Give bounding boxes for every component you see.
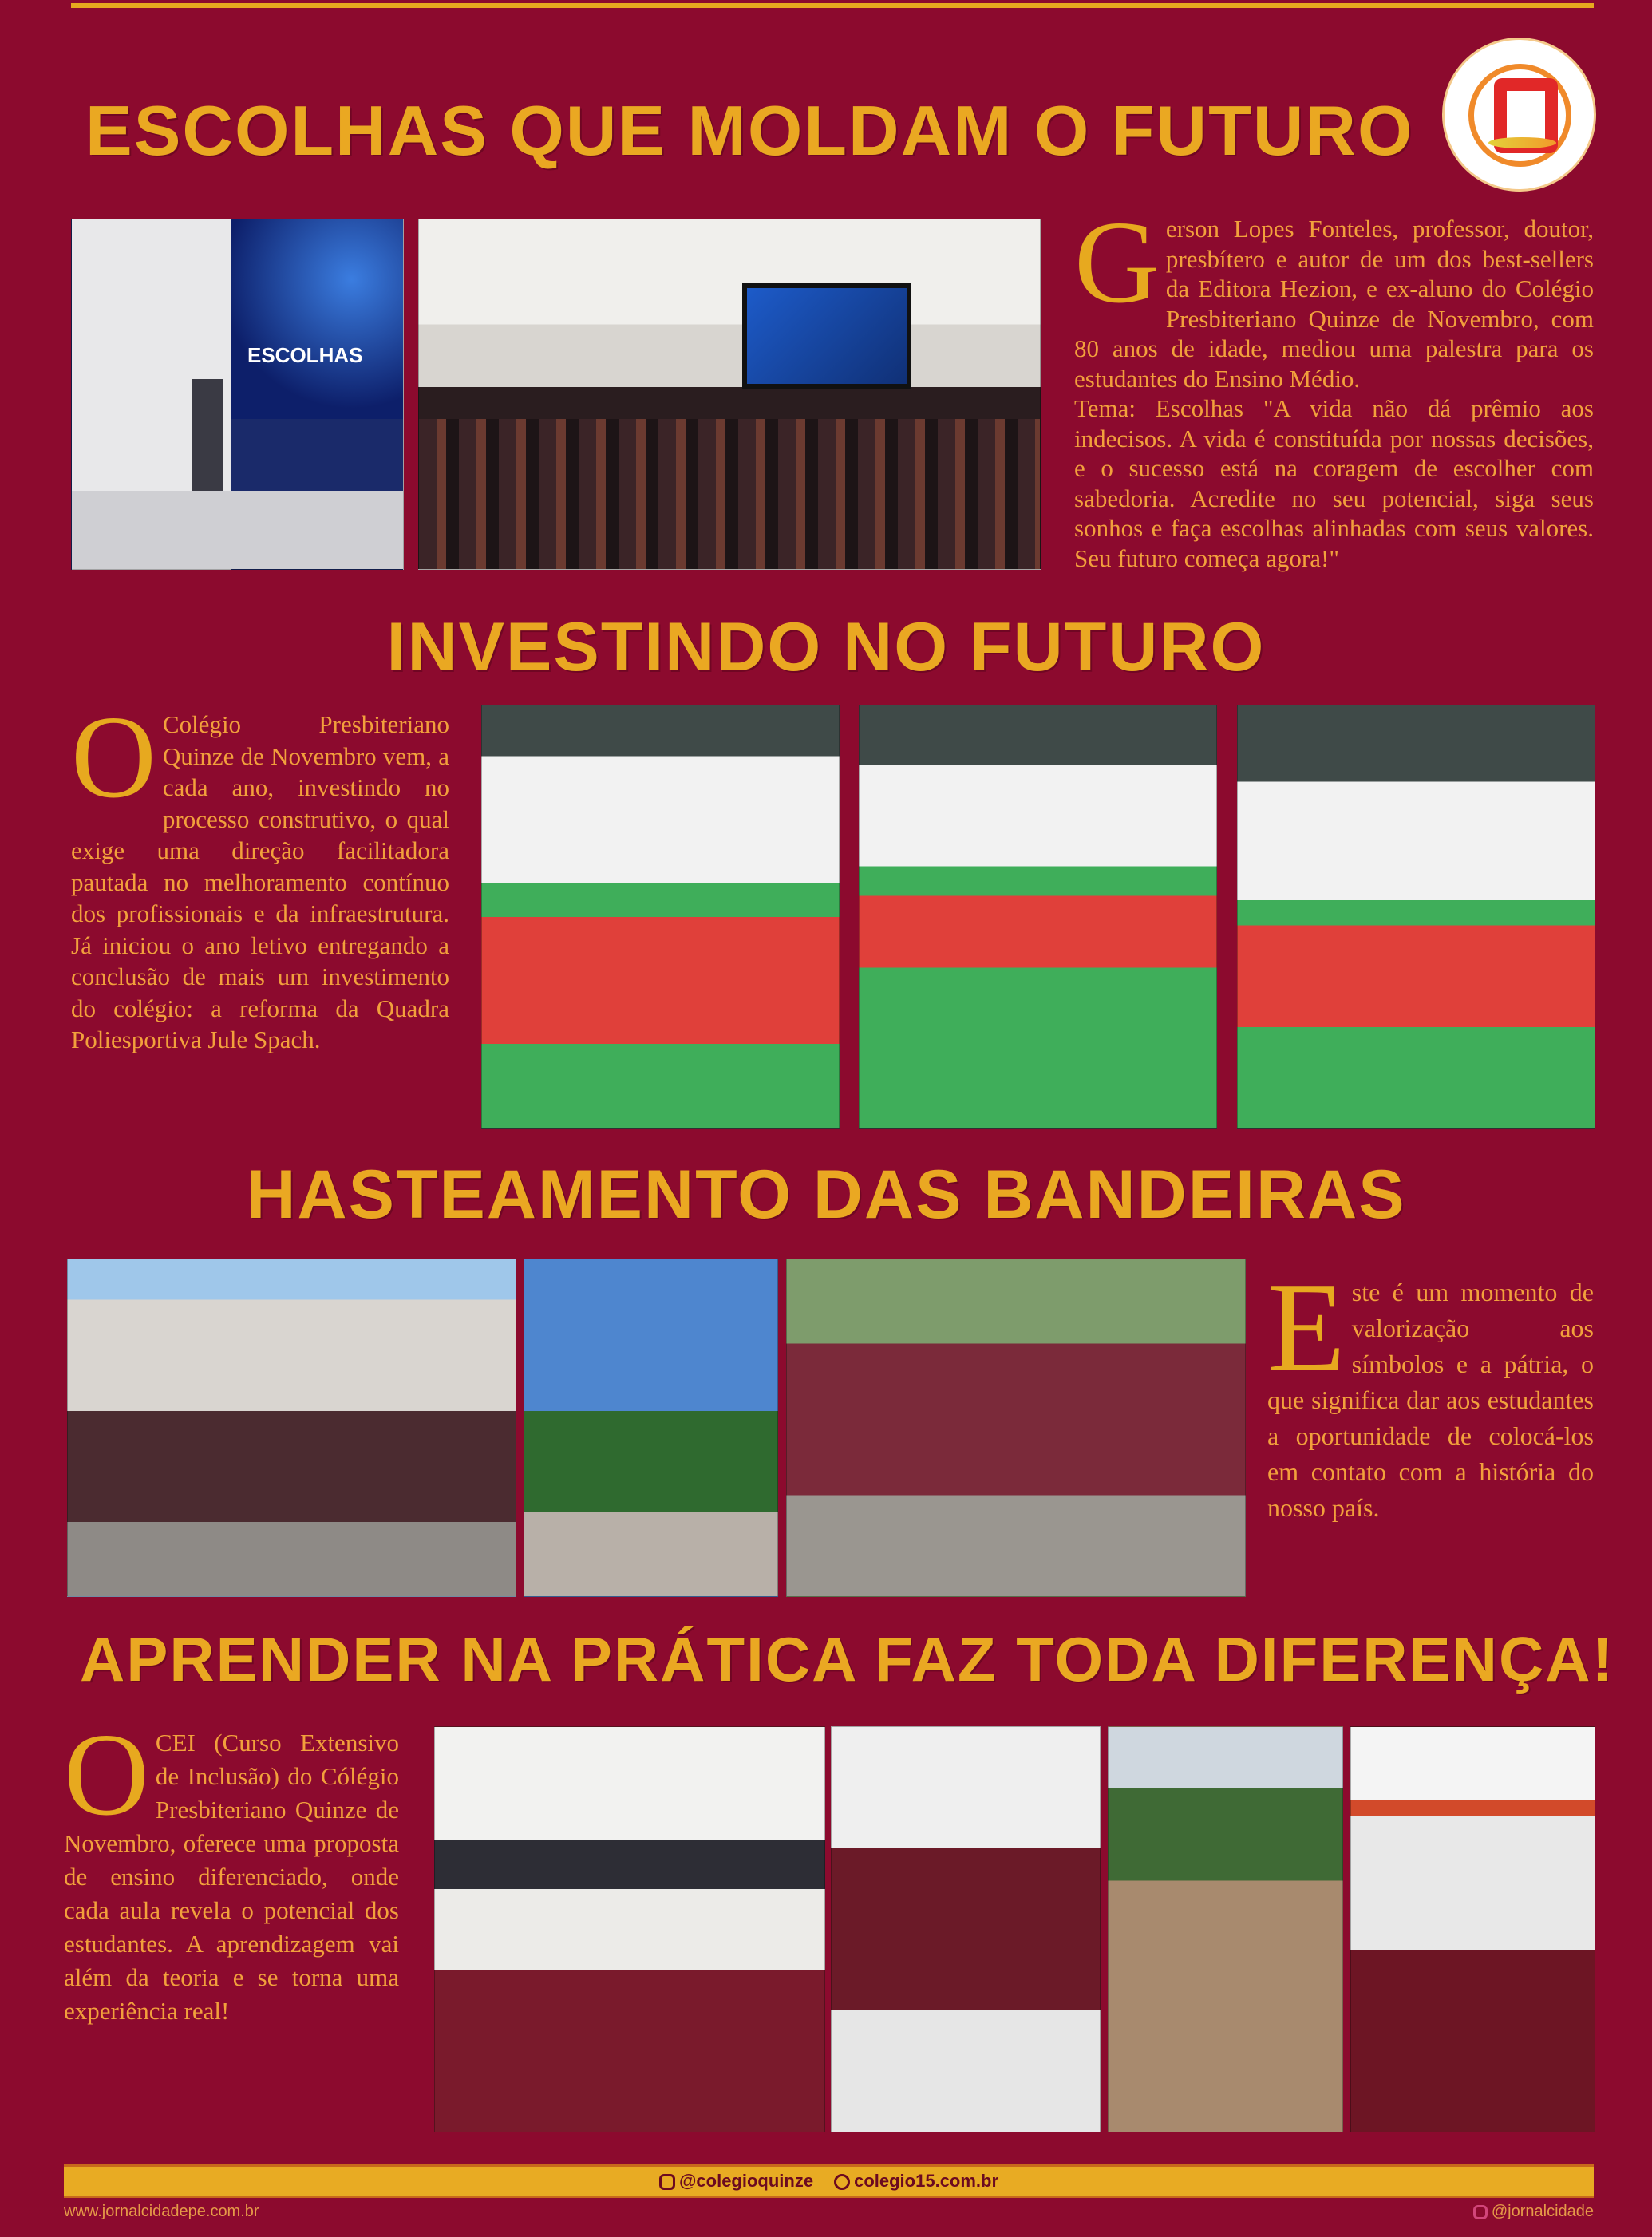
photo-cei-group — [434, 1726, 825, 2132]
drop-cap: E — [1267, 1256, 1346, 1398]
photo-flag-ceremony-2 — [786, 1259, 1246, 1597]
instagram-icon — [1473, 2205, 1488, 2219]
publisher-instagram[interactable] — [1473, 2203, 1594, 2221]
globe-icon — [834, 2174, 850, 2190]
photo-gym-3 — [1237, 705, 1595, 1129]
website-url: colegio15.com.br — [854, 2171, 999, 2191]
projection-screen — [231, 219, 403, 419]
section-title-investindo: INVESTINDO NO FUTURO — [386, 609, 1266, 686]
drop-cap: G — [1074, 197, 1160, 328]
drop-cap: O — [64, 1709, 149, 1840]
audience — [419, 419, 1040, 569]
paragraph — [1267, 1256, 1594, 1526]
article-escolhas — [1074, 197, 1594, 573]
photo-gym-1 — [481, 705, 840, 1129]
stage-floor — [72, 491, 403, 569]
photo-flag-ceremony-1 — [67, 1259, 516, 1597]
screen-text: ESCOLHAS — [247, 343, 363, 367]
paragraph — [71, 692, 449, 1056]
section-title-aprender: APRENDER NA PRÁTICA FAZ TODA DIFERENÇA! — [80, 1624, 1614, 1694]
instagram-handle: @colegioquinze — [678, 2171, 814, 2191]
paragraph-text: CEI (Curso Extensivo de Inclusão) do Cólégio Presbiteriano Quinze de Novembro, oferece uma proposta de ensino diferenciado, onde cada aula revela o potencial dos estudantes. A aprendizagem vai além da teoria e se torna uma experiência real! — [64, 1729, 399, 2025]
footer-bar — [64, 2164, 1594, 2198]
photo-cei-project — [831, 1726, 1101, 2132]
photo-flagpoles — [524, 1259, 778, 1597]
photo-gym-2 — [859, 705, 1217, 1129]
publisher-site[interactable]: www.jornalcidadepe.com.br — [64, 2203, 259, 2220]
photo-cei-garden — [1108, 1726, 1343, 2132]
photo-auditorium — [418, 219, 1041, 570]
drop-cap: O — [71, 692, 156, 823]
logo-wave — [1488, 137, 1556, 148]
paragraph-text: erson Lopes Fonteles, professor, doutor, presbítero e autor de um dos best-sellers da Editora Hezion, e ex-aluno do Colégio Presbiteriano Quinze de Novembro, com 80 anos de idade, mediou uma palestra para os estudantes do Ensino Médio. — [1074, 215, 1594, 393]
article-investindo — [71, 692, 449, 1056]
paragraph-text: Colégio Presbiteriano Quinze de Novembro vem, a cada ano, investindo no processo construtivo, o qual exige uma direção facilitadora pautada no melhoramento contínuo dos profissionais e da infraestrutura. Já iniciou o ano letivo entregando a conclusão de mais um investimento do colégio: a reforma da Quadra Poliesportiva Jule Spach. — [71, 710, 449, 1053]
photo-speaker — [71, 219, 404, 570]
publisher-instagram-handle: @jornalcidade — [1491, 2203, 1594, 2220]
speaker-figure — [192, 379, 223, 491]
paragraph — [64, 1709, 399, 2028]
instagram-link[interactable] — [659, 2171, 813, 2192]
section-title-escolhas: ESCOLHAS QUE MOLDAM O FUTURO — [85, 91, 1414, 170]
photo-cei-computer — [1350, 1726, 1595, 2132]
paragraph — [1074, 197, 1594, 393]
top-rule — [71, 3, 1594, 8]
paragraph-text: ste é um momento de valorização aos símbolos e a pátria, o que significa dar aos estudantes a oportunidade de colocá-los em contato com a história do nosso país. — [1267, 1278, 1594, 1522]
website-link[interactable] — [834, 2171, 998, 2192]
article-aprender — [64, 1709, 399, 2028]
section-title-hasteamento: HASTEAMENTO DAS BANDEIRAS — [246, 1156, 1406, 1233]
auditorium-screen — [742, 283, 911, 389]
article-hasteamento — [1267, 1256, 1594, 1526]
instagram-icon — [659, 2174, 675, 2190]
paragraph-quote: Tema: Escolhas "A vida não dá prêmio aos indecisos. A vida é constituída por nossas decisões, e o sucesso está na coragem de escolher com sabedoria. Acredite no seu potencial, siga seus sonhos e faça escolhas alinhadas com seus valores. Seu futuro começa agora!" — [1074, 394, 1594, 572]
school-logo — [1445, 40, 1594, 189]
